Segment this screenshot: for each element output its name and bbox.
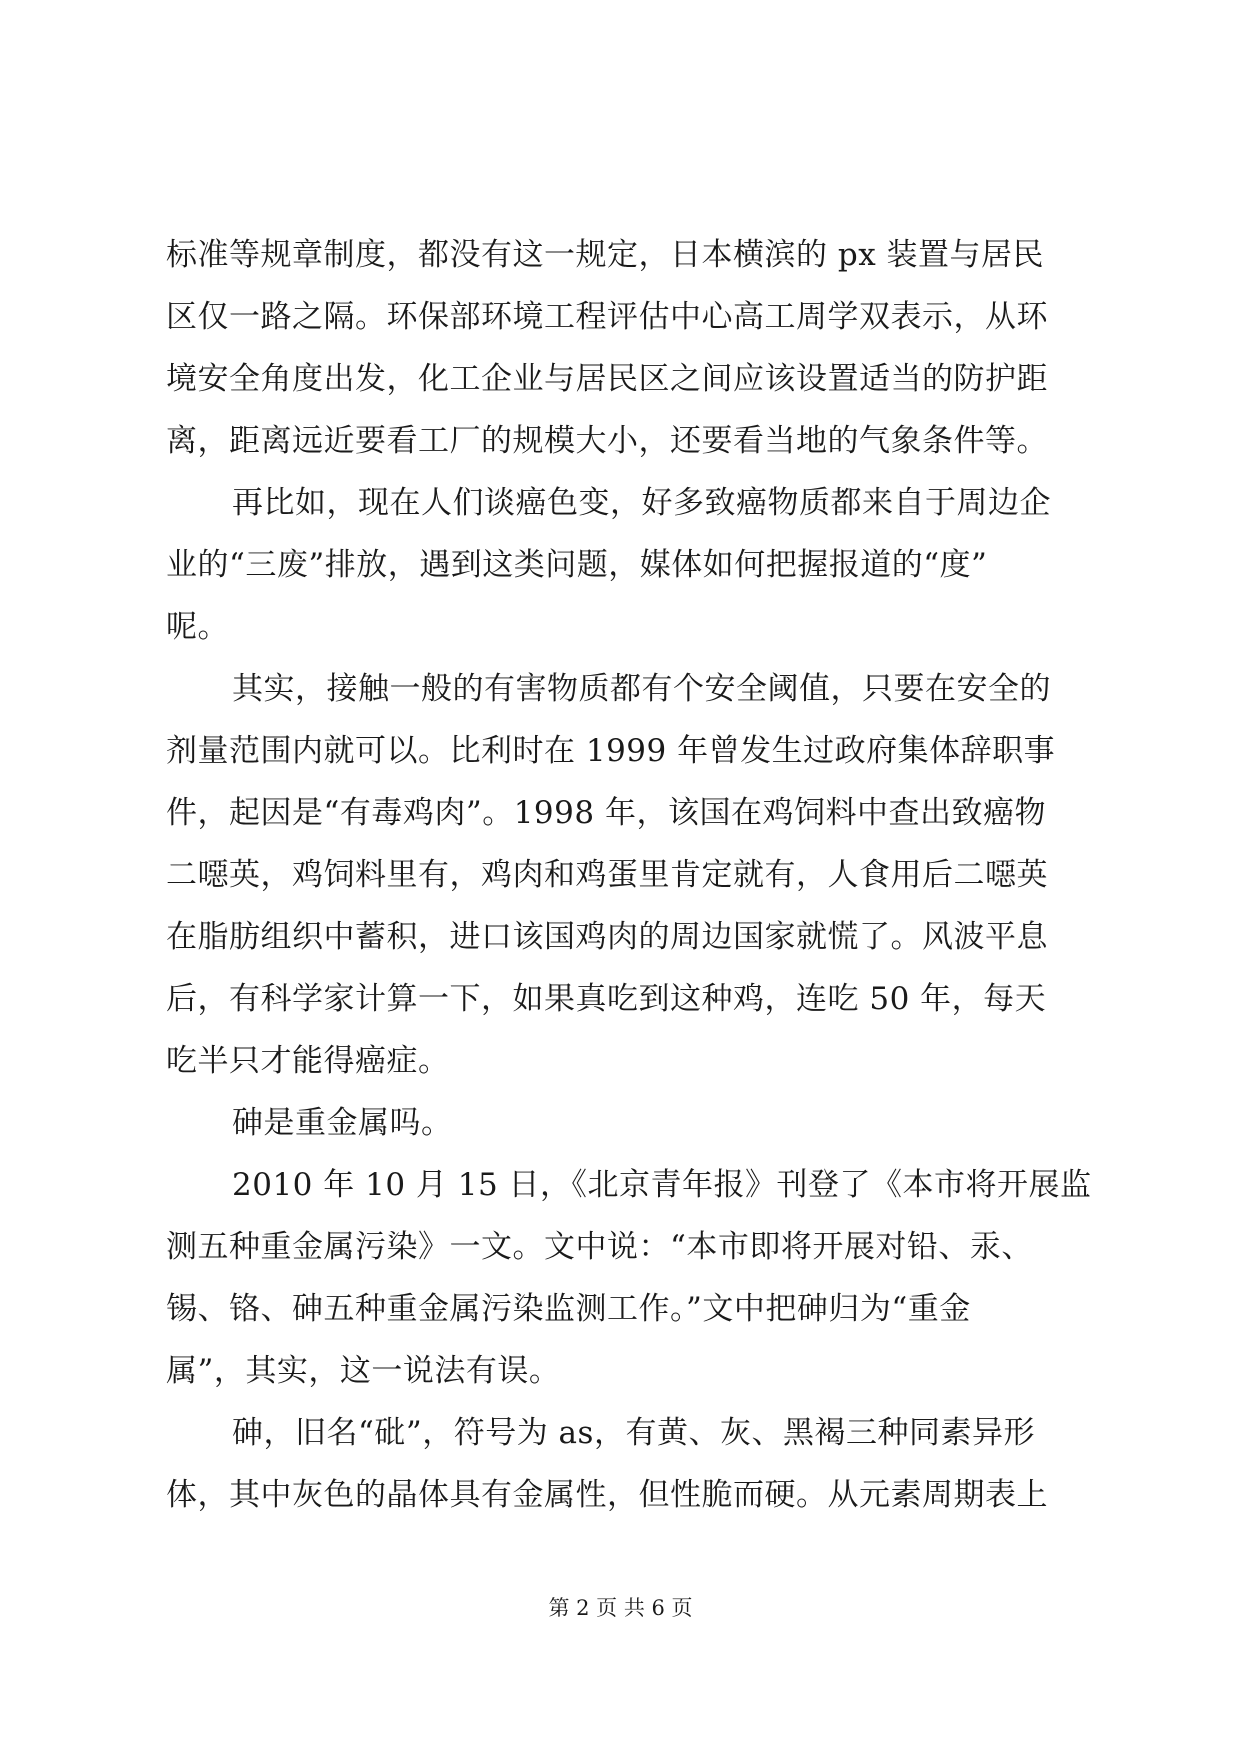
text-line: 呢。 — [166, 609, 229, 645]
text-line: 境安全角度出发，化工企业与居民区之间应该设置适当的防护距 — [166, 361, 1048, 397]
text-line: 体，其中灰色的晶体具有金属性，但性脆而硬。从元素周期表上 — [166, 1477, 1048, 1513]
paragraph-first-line: 2010 年 10 月 15 日，《北京青年报》刊登了《本市将开展监 — [232, 1167, 1092, 1203]
text-line: 测五种重金属污染》一文。文中说：“本市即将开展对铅、汞、 — [166, 1229, 1033, 1265]
text-line: 后，有科学家计算一下，如果真吃到这种鸡，连吃 50 年，每天 — [166, 981, 1047, 1017]
text-line: 区仅一路之隔。环保部环境工程评估中心高工周学双表示，从环 — [166, 299, 1048, 335]
paragraph-first-line: 再比如，现在人们谈癌色变，好多致癌物质都来自于周边企 — [232, 485, 1051, 521]
page-number-footer: 第 2 页 共 6 页 — [548, 1596, 693, 1620]
text-line: 吃半只才能得癌症。 — [166, 1043, 450, 1079]
text-line: 离，距离远近要看工厂的规模大小，还要看当地的气象条件等。 — [166, 423, 1048, 459]
text-line: 在脂肪组织中蓄积，进口该国鸡肉的周边国家就慌了。风波平息 — [166, 919, 1048, 955]
text-line: 剂量范围内就可以。比利时在 1999 年曾发生过政府集体辞职事 — [166, 733, 1056, 769]
text-line: 属”，其实，这一说法有误。 — [166, 1353, 561, 1389]
paragraph-first-line: 砷，旧名“砒”，符号为 as，有黄、灰、黑褐三种同素异形 — [232, 1415, 1035, 1451]
paragraph-first-line: 其实，接触一般的有害物质都有个安全阈值，只要在安全的 — [232, 671, 1051, 707]
text-line: 二噁英，鸡饲料里有，鸡肉和鸡蛋里肯定就有，人食用后二噁英 — [166, 857, 1048, 893]
text-line: 标准等规章制度，都没有这一规定，日本横滨的 px 装置与居民 — [166, 237, 1045, 273]
section-heading: 砷是重金属吗。 — [232, 1105, 453, 1141]
text-line: 锡、铬、砷五种重金属污染监测工作。”文中把砷归为“重金 — [166, 1291, 971, 1327]
text-line: 业的“三废”排放，遇到这类问题，媒体如何把握报道的“度” — [166, 547, 988, 583]
text-line: 件，起因是“有毒鸡肉”。1998 年，该国在鸡饲料中查出致癌物 — [166, 795, 1046, 831]
